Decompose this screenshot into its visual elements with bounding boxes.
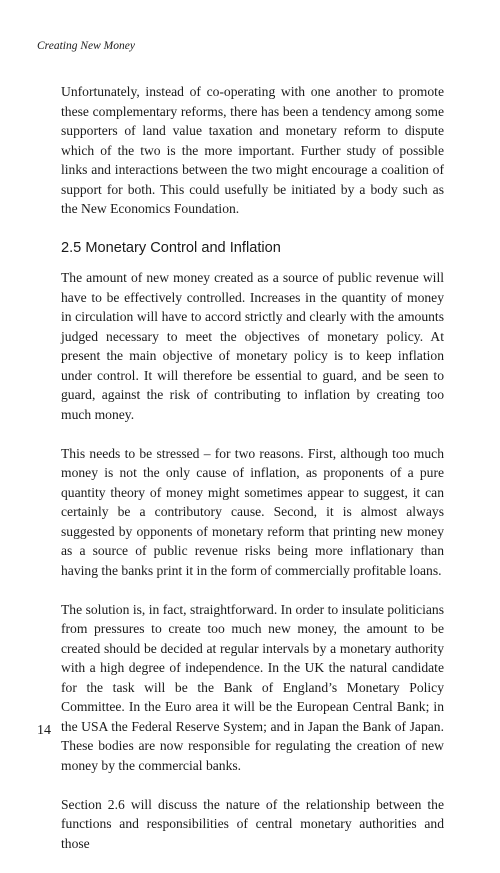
paragraph-money-control: The amount of new money created as a source of public revenue will have to be effectively controlled. Increases in the quantity of money in circulation will have to accord strictly and clearly with the amounts judged necessary to meet the objectives of monetary policy. At present the main objective of monetary policy is to keep inflation under control. It will therefore be essential to guard, and be seen to guard, against the risk of contributing to inflation by creating too much money. — [61, 270, 444, 422]
section-heading: 2.5 Monetary Control and Inflation — [61, 240, 281, 256]
paragraph-section-reference: Section 2.6 will discuss the nature of the relationship between the functions and responsibilities of central monetary authorities and those — [61, 796, 444, 851]
page-number: 14 — [37, 723, 51, 738]
paragraph-solution: The solution is, in fact, straightforward. In order to insulate politicians from pressures to create too much new money, the amount to be created should be decided at regular intervals by a monetary authority with a high degree of independence. In the UK the natural candidate for the task will be the Bank of England’s Monetary Policy Committee. In the Euro area it will be the European Central Bank; in the USA the Federal Reserve System; and in Japan the Bank of Japan. These bodies are now responsible for regulating the creation of new money by the commercial banks. — [61, 601, 444, 773]
paragraph-two-reasons: This needs to be stressed – for two reasons. First, although too much money is not the only cause of inflation, as proponents of a pure quantity theory of money might sometimes appear to suggest, it can certainly be a contributory cause. Second, it is almost always suggested by opponents of monetary reform that printing new money as a source of public revenue risks being more inflationary than having the banks print it in the form of commercially profitable loans. — [61, 445, 444, 578]
running-head: Creating New Money — [37, 40, 135, 52]
paragraph-coalition: Unfortunately, instead of co-operating with one another to promote these complementary reforms, there has been a tendency among some supporters of land value taxation and monetary reform to dispute which of the two is the more important. Further study of possible links and interactions between the two might encourage a coalition of support for both. This could usefully be initiated by a body such as the New Economics Foundation. — [61, 84, 444, 216]
page-body — [61, 82, 444, 873]
